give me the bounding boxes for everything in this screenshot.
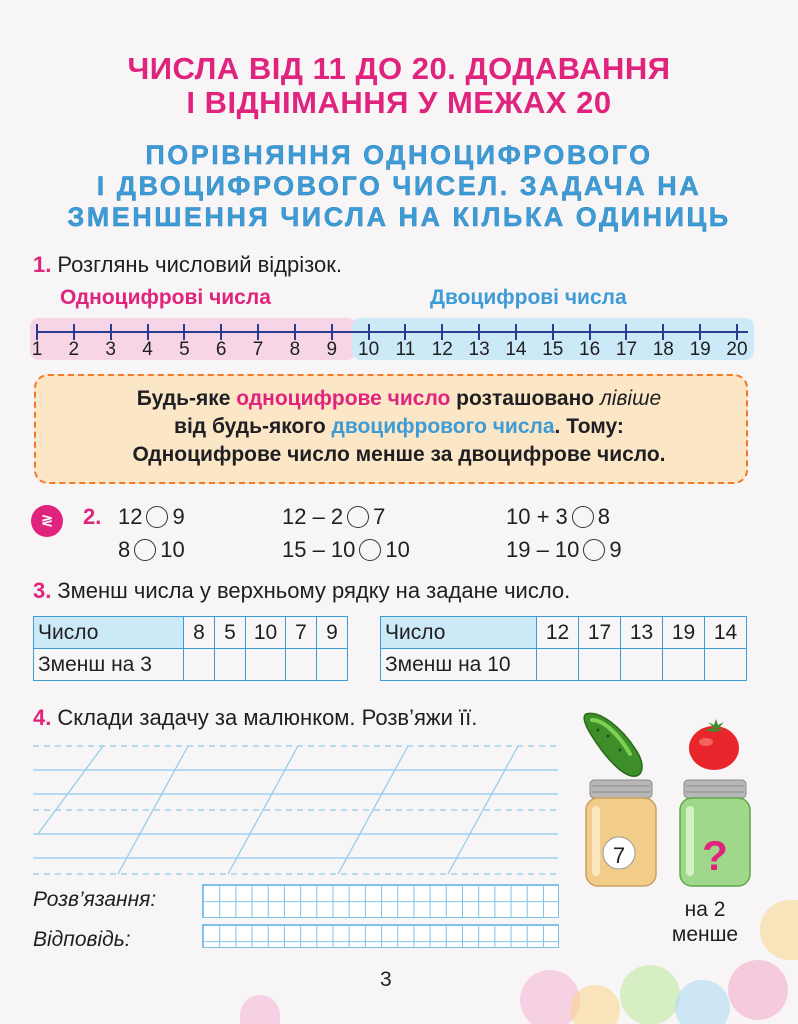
table-row <box>34 617 348 649</box>
compare-circle[interactable] <box>572 506 594 528</box>
compare-sign-icon: ≷ <box>31 505 63 537</box>
number-line-tick <box>183 324 185 340</box>
answer-cell[interactable] <box>317 649 348 681</box>
answer-cell[interactable] <box>215 649 246 681</box>
solution-grid[interactable] <box>202 884 559 918</box>
single-digit-label: Одноцифрові числа <box>60 286 271 309</box>
number-line-tick <box>257 324 259 340</box>
answer-cell[interactable] <box>537 649 579 681</box>
number-line-label: 15 <box>542 339 564 360</box>
task-4-text: Склади задачу за малюнком. Розв’яжи її. <box>57 705 478 730</box>
task-2-number: 2. <box>83 504 102 529</box>
table-cell: 9 <box>317 617 348 649</box>
row-label: Число <box>381 617 537 649</box>
number-line-label: 14 <box>505 339 527 360</box>
chapter-title-line-1: ЧИСЛА ВІД 11 ДО 20. ДОДАВАННЯ <box>127 51 671 86</box>
number-line-label: 4 <box>142 339 153 360</box>
task-1-text: Розглянь числовий відрізок. <box>57 252 342 277</box>
number-line-tick <box>73 324 75 340</box>
page-number: 3 <box>380 968 392 991</box>
compare-circle[interactable] <box>347 506 369 528</box>
expr-right: 10 <box>385 537 410 562</box>
rule-highlight-double: двоцифрового числа <box>331 415 555 438</box>
expr-left: 12 <box>118 504 143 529</box>
rule-text: від будь-якого <box>174 415 332 438</box>
answer-label: Відповідь: <box>33 928 131 951</box>
tomato-icon <box>686 716 742 772</box>
task-1-number: 1. <box>33 252 52 277</box>
table-cell: 7 <box>286 617 317 649</box>
task-4-number: 4. <box>33 705 52 730</box>
answer-grid[interactable] <box>202 924 559 948</box>
number-line-label: 20 <box>726 339 748 360</box>
number-line-tick <box>552 324 554 340</box>
compare-circle[interactable] <box>583 539 605 561</box>
rule-line-1 <box>0 386 798 412</box>
expr-left: 19 – 10 <box>506 537 580 562</box>
table-row <box>381 649 747 681</box>
number-line-label: 9 <box>326 339 338 360</box>
number-line-tick <box>478 324 480 340</box>
table-cell: 8 <box>184 617 215 649</box>
number-line-label: 2 <box>68 339 80 360</box>
number-line-label: 8 <box>289 339 301 360</box>
expr-left: 12 – 2 <box>282 504 344 529</box>
number-line-label: 16 <box>579 339 601 360</box>
table-cell: 17 <box>579 617 621 649</box>
compare-expression <box>282 504 385 530</box>
number-line-label: 3 <box>105 339 116 360</box>
rule-line-3: Одноцифрове число менше за двоцифрове число. <box>132 443 666 466</box>
table-cell: 19 <box>663 617 705 649</box>
number-line-label: 19 <box>689 339 711 360</box>
answer-cell[interactable] <box>621 649 663 681</box>
task-3-text: Зменш числа у верхньому рядку на задане число. <box>57 578 571 603</box>
number-line-tick <box>736 324 738 340</box>
number-line-label: 18 <box>652 339 674 360</box>
task-4-heading <box>33 705 477 731</box>
number-line-label: 17 <box>615 339 638 360</box>
number-line-tick <box>220 324 222 340</box>
jar-1-value: 7 <box>612 843 626 868</box>
rule-text: Будь-яке <box>136 387 237 410</box>
decrease-by-3-table <box>33 616 348 681</box>
jar-2-unknown: ? <box>702 832 728 879</box>
compare-circle[interactable] <box>359 539 381 561</box>
compare-circle[interactable] <box>146 506 168 528</box>
lesson-title-line-1: ПОРІВНЯННЯ ОДНОЦИФРОВОГО <box>145 140 653 170</box>
number-line-tick <box>36 324 38 340</box>
expr-right: 7 <box>373 504 386 529</box>
number-line-tick <box>404 324 406 340</box>
decorative-bubble <box>570 985 620 1024</box>
compare-expression <box>506 504 610 530</box>
number-line-label: 10 <box>358 339 380 360</box>
number-line-tick <box>110 324 112 340</box>
table-row <box>34 649 348 681</box>
lesson-title-line-3: ЗМЕНШЕННЯ ЧИСЛА НА КІЛЬКА ОДИНИЦЬ <box>67 202 731 232</box>
number-line-tick <box>368 324 370 340</box>
compare-expression <box>282 537 410 563</box>
answer-cell[interactable] <box>663 649 705 681</box>
number-line-label: 13 <box>468 339 490 360</box>
chapter-title-line-2: І ВІДНІМАННЯ У МЕЖАХ 20 <box>186 85 612 120</box>
table-cell: 13 <box>621 617 663 649</box>
answer-cell[interactable] <box>184 649 215 681</box>
number-line-tick <box>147 324 149 340</box>
compare-circle[interactable] <box>134 539 156 561</box>
number-line-label: 12 <box>431 339 453 360</box>
row-label: Число <box>34 617 184 649</box>
compare-expression <box>118 537 185 563</box>
expr-right: 9 <box>609 537 622 562</box>
number-line-tick <box>662 324 664 340</box>
double-digit-label: Двоцифрові числа <box>430 286 627 309</box>
expr-left: 15 – 10 <box>282 537 356 562</box>
expr-right: 8 <box>597 504 611 529</box>
number-line-label: 7 <box>252 339 264 360</box>
decrease-by-10-table <box>380 616 747 681</box>
number-line-axis <box>36 331 748 333</box>
rule-highlight-left: лівіше <box>599 387 662 410</box>
number-line-tick <box>589 324 591 340</box>
expr-left: 8 <box>118 537 131 562</box>
rule-text: розташовано <box>450 387 600 410</box>
expr-right: 10 <box>160 537 185 562</box>
number-line-label: 5 <box>179 339 190 360</box>
task-3-heading <box>33 578 570 604</box>
answer-cell[interactable] <box>246 649 286 681</box>
cucumber-icon <box>578 706 648 778</box>
row-label: Зменш на 3 <box>34 649 184 681</box>
decorative-bubble <box>620 965 680 1024</box>
decorative-bubble <box>728 960 788 1020</box>
rule-text: . Тому: <box>554 415 624 438</box>
rule-highlight-single: одноцифрове число <box>236 387 451 410</box>
jar-1-icon <box>582 776 660 888</box>
table-cell: 14 <box>705 617 747 649</box>
handwriting-area[interactable] <box>33 744 558 876</box>
table-cell: 12 <box>537 617 579 649</box>
number-line-label: 11 <box>395 339 416 360</box>
decorative-bubble <box>675 980 730 1024</box>
decorative-bubble <box>760 900 798 960</box>
number-line-tick <box>699 324 701 340</box>
answer-cell[interactable] <box>705 649 747 681</box>
decorative-bubble <box>240 995 280 1024</box>
expr-left: 10 + 3 <box>506 504 568 529</box>
lesson-title-line-2: І ДВОЦИФРОВОГО ЧИСЕЛ. ЗАДАЧА НА <box>96 171 702 201</box>
compare-expression <box>506 537 622 563</box>
row-label: Зменш на 10 <box>381 649 537 681</box>
solution-label: Розв’язання: <box>33 888 157 911</box>
number-line-label: 6 <box>215 339 227 360</box>
number-line-tick <box>441 324 443 340</box>
task-3-number: 3. <box>33 578 52 603</box>
rule-line-2 <box>0 414 798 440</box>
table-row <box>381 617 747 649</box>
answer-cell[interactable] <box>286 649 317 681</box>
number-line-tick <box>331 324 333 340</box>
expr-right: 9 <box>172 504 185 529</box>
jar-caption-line-2: менше <box>671 923 739 946</box>
task-1-heading <box>33 252 342 278</box>
number-line-tick <box>625 324 627 340</box>
number-line-tick <box>294 324 296 340</box>
number-line-label: 1 <box>31 339 43 360</box>
number-line-tick <box>515 324 517 340</box>
table-cell: 5 <box>215 617 246 649</box>
jar-caption-line-1: на 2 <box>684 898 726 921</box>
compare-expression <box>118 504 185 530</box>
table-cell: 10 <box>246 617 286 649</box>
answer-cell[interactable] <box>579 649 621 681</box>
task-2-number-wrap <box>83 504 107 530</box>
